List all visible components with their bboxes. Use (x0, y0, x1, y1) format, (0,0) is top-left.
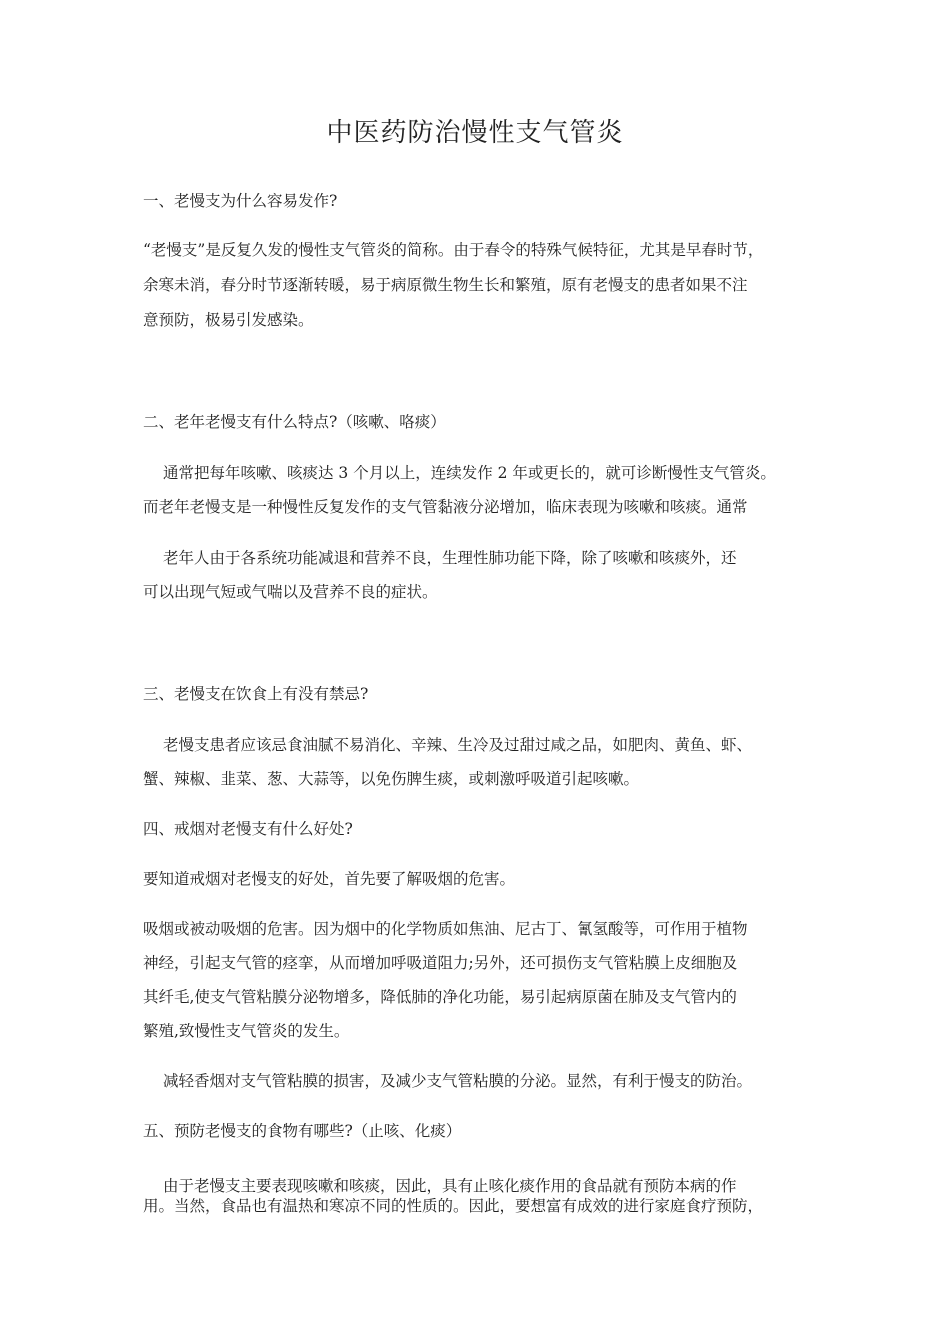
paragraph-line: 老年人由于各系统功能减退和营养不良，生理性肺功能下降，除了咳嗽和咳痰外，还 (163, 549, 737, 567)
paragraph-line: 其纤毛,使支气管粘膜分泌物增多，降低肺的净化功能，易引起病原菌在肺及支气管内的 (143, 988, 737, 1006)
section-heading: 三、老慢支在饮食上有没有禁忌? (143, 685, 369, 703)
paragraph-line: 老慢支患者应该忌食油腻不易消化、辛辣、生冷及过甜过咸之品，如肥肉、黄鱼、虾、 (163, 736, 753, 754)
paragraph-line: 用。当然，食品也有温热和寒凉不同的性质的。因此，要想富有成效的进行家庭食疗预防， (143, 1197, 764, 1215)
paragraph-line: 要知道戒烟对老慢支的好处，首先要了解吸烟的危害。 (143, 870, 516, 888)
section-heading: 四、戒烟对老慢支有什么好处? (143, 820, 353, 838)
paragraph-line: 意预防，极易引发感染。 (143, 311, 314, 329)
paragraph-line: 可以出现气短或气喘以及营养不良的症状。 (143, 583, 438, 601)
paragraph-line: 吸烟或被动吸烟的危害。因为烟中的化学物质如焦油、尼古丁、氰氢酸等，可作用于植物 (143, 920, 748, 938)
paragraph-line: 而老年老慢支是一种慢性反复发作的支气管黏液分泌增加，临床表现为咳嗽和咳痰。通常 (143, 498, 748, 516)
section-heading: 一、老慢支为什么容易发作? (143, 192, 338, 210)
paragraph-line: 余寒未消，春分时节逐渐转暖，易于病原微生物生长和繁殖，原有老慢支的患者如果不注 (143, 276, 748, 294)
paragraph-line: 减轻香烟对支气管粘膜的损害，及减少支气管粘膜的分泌。显然，有利于慢支的防治。 (163, 1072, 753, 1090)
paragraph-line: 蟹、辣椒、韭菜、葱、大蒜等，以免伤脾生痰，或刺激呼吸道引起咳嗽。 (143, 770, 640, 788)
paragraph-line: 通常把每年咳嗽、咳痰达 3 个月以上，连续发作 2 年或更长的，就可诊断慢性支气管炎。 (163, 464, 776, 482)
paragraph-line: 由于老慢支主要表现咳嗽和咳痰，因此，具有止咳化痰作用的食品就有预防本病的作 (163, 1177, 737, 1195)
paragraph-line: “老慢支”是反复久发的慢性支气管炎的简称。由于春令的特殊气候特征，尤其是早春时节， (143, 241, 764, 259)
section-heading: 二、老年老慢支有什么特点?（咳嗽、咯痰） (143, 413, 446, 431)
page-title: 中医药防治慢性支气管炎 (326, 118, 624, 148)
paragraph-line: 神经，引起支气管的痉挛，从而增加呼吸道阻力;另外，还可损伤支气管粘膜上皮细胞及 (143, 954, 738, 972)
paragraph-line: 繁殖,致慢性支气管炎的发生。 (143, 1022, 350, 1040)
section-heading: 五、预防老慢支的食物有哪些?（止咳、化痰） (143, 1122, 462, 1140)
